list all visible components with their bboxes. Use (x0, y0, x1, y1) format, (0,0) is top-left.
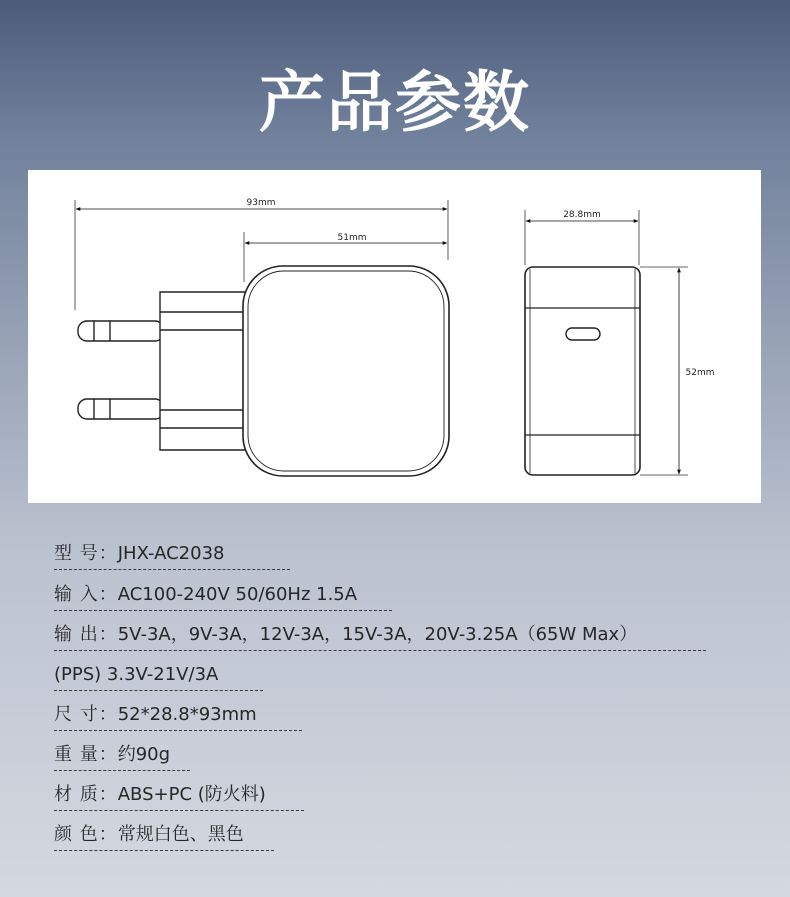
dim-height (640, 267, 715, 475)
spec-value: AC100-240V 50/60Hz 1.5A (117, 584, 358, 605)
spec-label: 输 入： (54, 584, 118, 605)
spec-value: 52*28.8*93mm (117, 704, 257, 725)
spec-label: 颜 色： (54, 824, 118, 845)
spec-value: JHX-AC2038 (117, 543, 225, 564)
spec-row-material (54, 780, 266, 820)
spec-row-input (54, 580, 357, 620)
spec-value: ABS+PC (防火料) (117, 784, 266, 805)
spec-label: 尺 寸： (54, 704, 118, 725)
spec-row-output (54, 620, 637, 660)
charger-body-front (525, 267, 640, 475)
spec-label: 输 出： (54, 624, 118, 645)
spec-row-color (54, 820, 244, 860)
spec-value: 常规白色、黑色 (117, 824, 244, 845)
dim-overall-length-label: 93mm (246, 198, 276, 208)
spec-label: 材 质： (54, 784, 118, 805)
page-title: 产品参数 (259, 64, 531, 141)
spec-value: 约90g (117, 744, 171, 765)
spec-label: 型 号： (54, 543, 118, 564)
spec-row-pps (54, 660, 218, 700)
dim-body-length-label: 51mm (337, 233, 367, 243)
dim-width-label: 28.8mm (563, 210, 601, 220)
usb-c-port-icon (566, 328, 600, 340)
charger-body-side (243, 266, 449, 476)
spec-value: 5V-3A，9V-3A，12V-3A，15V-3A，20V-3.25A（65W Max） (117, 624, 638, 645)
charger-drawing (28, 170, 761, 503)
spec-label: 重 量： (54, 744, 118, 765)
spec-row-model (54, 539, 225, 579)
dim-height-label: 52mm (685, 368, 715, 378)
spec-row-weight (54, 740, 170, 780)
spec-row-size (54, 700, 257, 740)
dimension-diagram (28, 170, 761, 503)
plug-pins (78, 321, 164, 419)
spec-value: (PPS) 3.3V-21V/3A (54, 664, 219, 685)
dim-width (525, 210, 639, 265)
plug-base (160, 292, 253, 450)
